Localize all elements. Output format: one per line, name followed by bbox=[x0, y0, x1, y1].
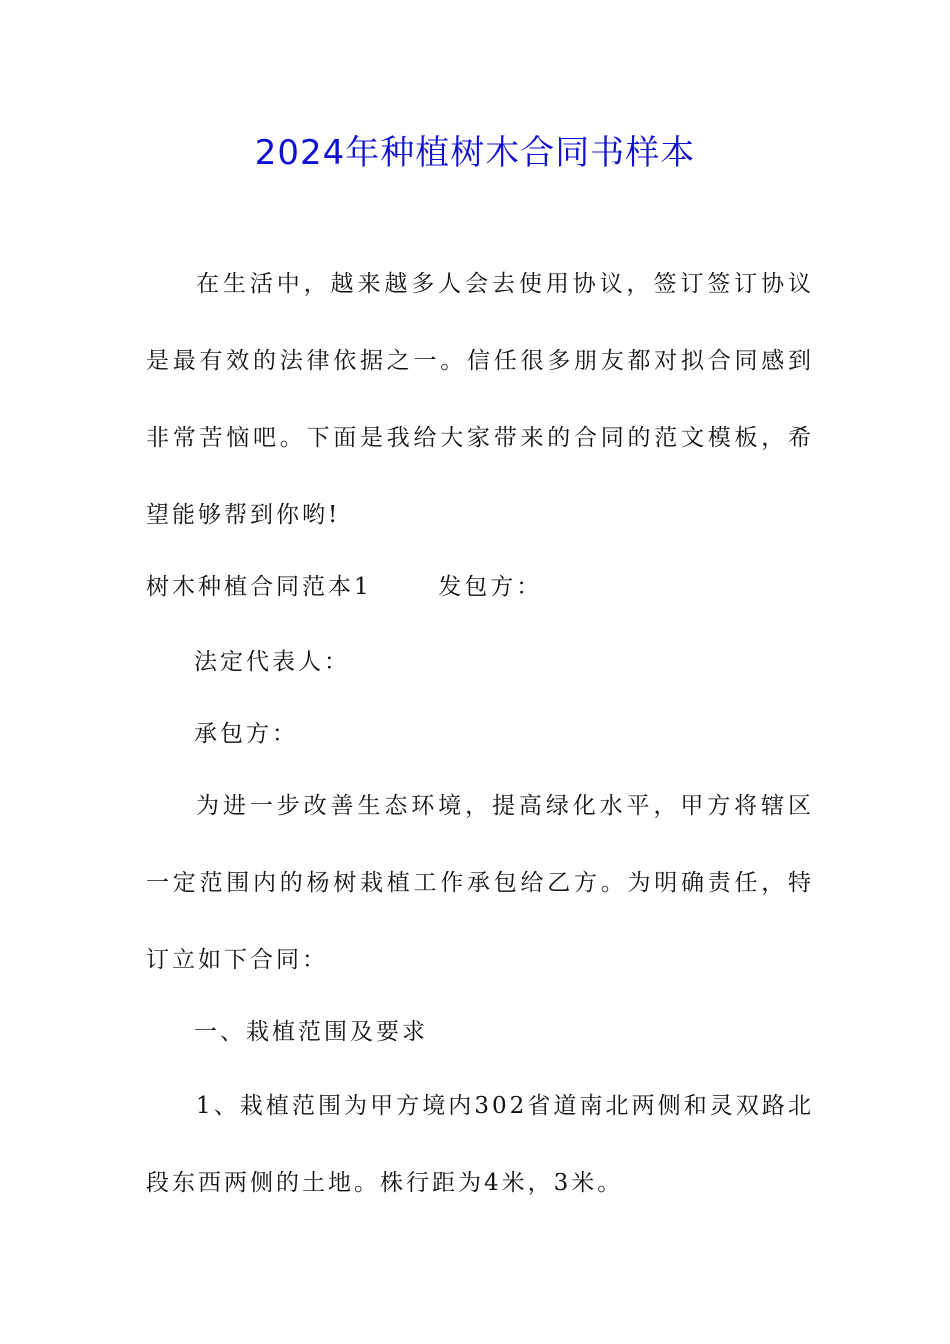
party-b-label: 承包方： bbox=[194, 721, 298, 747]
intro-paragraph: 在生活中，越来越多人会去使用协议，签订签订协议是最有效的法律依据之一。信任很多朋友都对拟合同感到非常苦恼吧。下面是我给大家带来的合同的范文模板，希望能够帮到你哟! bbox=[146, 271, 814, 528]
section-heading: 一、栽植范围及要求 bbox=[194, 1019, 428, 1045]
sample-heading-line bbox=[146, 567, 542, 607]
sample-heading: 树木种植合同范本1 bbox=[146, 574, 372, 600]
legal-representative-label: 法定代表人： bbox=[194, 649, 350, 675]
document-title: 2024年种植树木合同书样本 bbox=[254, 133, 696, 173]
purpose-paragraph: 为进一步改善生态环境，提高绿化水平，甲方将辖区一定范围内的杨树栽植工作承包给乙方。为明确责任，特订立如下合同： bbox=[146, 793, 814, 973]
clause-paragraph: 1、栽植范围为甲方境内302省道南北两侧和灵双路北段东西两侧的土地。株行距为4米，3米。 bbox=[146, 1093, 814, 1196]
party-a-label: 发包方： bbox=[438, 574, 543, 600]
